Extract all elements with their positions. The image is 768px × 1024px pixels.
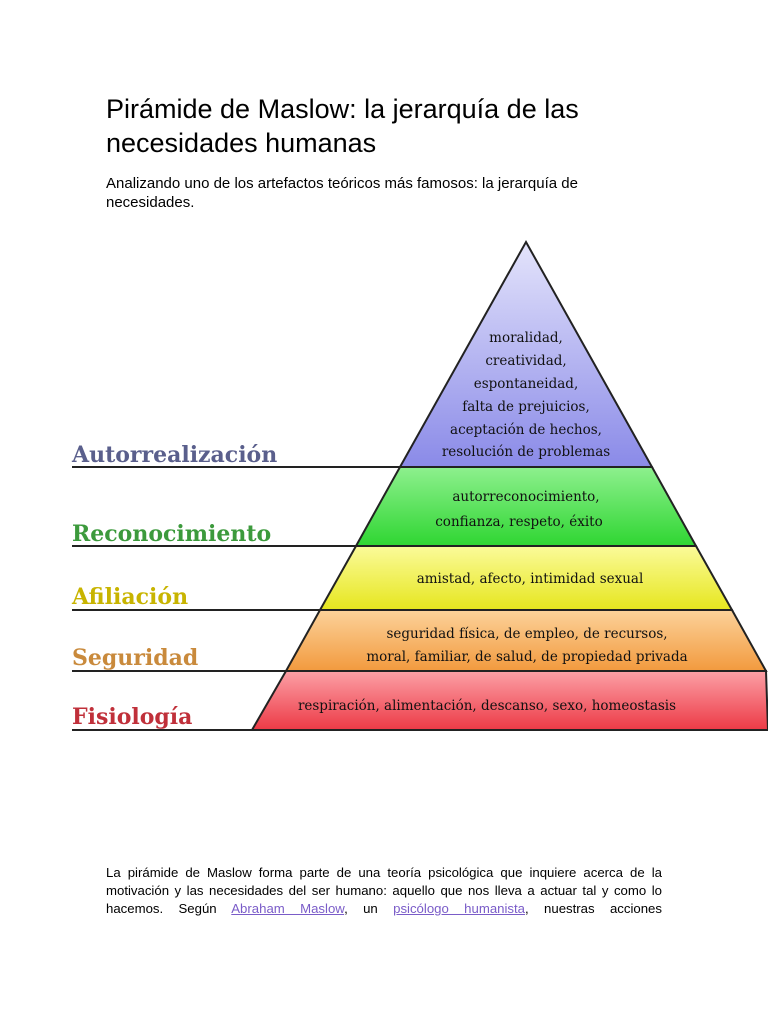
desc-line: aceptación de hechos, (450, 422, 602, 438)
label-seguridad: Seguridad (72, 645, 199, 671)
body-paragraph (106, 864, 662, 918)
desc-line: amistad, afecto, intimidad sexual (416, 571, 644, 587)
document-subtitle: Analizando uno de los artefactos teóricos más famosos: la jerarquía de necesidades. (106, 175, 578, 211)
desc-line: confianza, respeto, éxito (435, 514, 603, 530)
body-text-mid: , un (344, 901, 394, 916)
desc-line: falta de prejuicios, (462, 399, 590, 415)
desc-line: resolución de problemas (441, 444, 611, 460)
body-text-start: La pirámide de Maslow forma parte de una teoría psicológica que inquiere acerca de la motivación y las necesidades del ser humano: aquello que nos lleva a actuar tal y como lo hacemos. Según (106, 865, 662, 916)
desc-line: moralidad, (489, 330, 563, 346)
maslow-pyramid (0, 230, 768, 740)
label-fisiologia: Fisiología (72, 704, 193, 730)
desc-line: seguridad física, de empleo, de recursos, (386, 626, 668, 642)
desc-line: espontaneidad, (473, 376, 579, 392)
desc-line: respiración, alimentación, descanso, sexo, homeostasis (297, 698, 677, 714)
label-autorrealizacion: Autorrealización (72, 442, 278, 468)
body-text-tail: , nuestras acciones (525, 901, 662, 916)
link-abraham-maslow[interactable]: Abraham Maslow (231, 901, 345, 916)
desc-afiliacion (417, 571, 644, 587)
label-afiliacion: Afiliación (72, 584, 189, 610)
document-title: Pirámide de Maslow: la jerarquía de las necesidades humanas (106, 94, 579, 158)
desc-line: autorreconocimiento, (452, 489, 600, 505)
desc-fisiologia (298, 698, 676, 714)
pyramid-level-reconocimiento (356, 467, 696, 546)
label-reconocimiento: Reconocimiento (72, 521, 272, 547)
desc-line: creatividad, (485, 353, 567, 369)
link-psicologo-humanista[interactable]: psicólogo humanista (393, 901, 526, 916)
desc-line: moral, familiar, de salud, de propiedad privada (366, 649, 688, 665)
